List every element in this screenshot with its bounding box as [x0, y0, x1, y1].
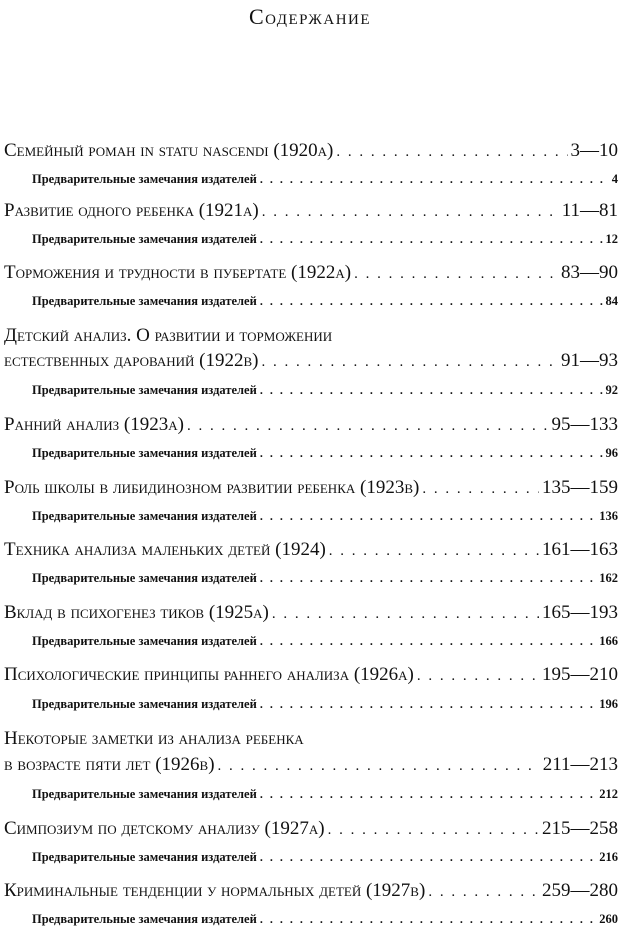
toc-entry[interactable]: [0, 262, 618, 284]
toc-entry-pages: 195—210: [542, 664, 618, 685]
toc-subentry[interactable]: [0, 172, 618, 187]
toc-subentry[interactable]: [0, 232, 618, 247]
toc-entry-title: в возрасте пяти лет (1926b): [4, 754, 215, 775]
leader-dots: [328, 822, 539, 839]
toc-subentry-title: Предварительные замечания издателей: [32, 446, 257, 460]
toc-subentry-title: Предварительные замечания издателей: [32, 172, 257, 186]
leader-dots: [336, 144, 567, 161]
toc-subentry-page: 196: [599, 697, 618, 711]
toc-subentry-title: Предварительные замечания издателей: [32, 571, 257, 585]
toc-entry[interactable]: [0, 414, 618, 436]
toc-subentry[interactable]: [0, 634, 618, 649]
leader-dots: [329, 543, 539, 560]
leader-dots: [187, 418, 549, 435]
leader-dots: [260, 634, 596, 649]
leader-dots: [428, 884, 539, 901]
leader-dots: [262, 204, 559, 221]
toc-subentry-title: Предварительные замечания издателей: [32, 509, 257, 523]
leader-dots: [261, 354, 558, 371]
toc-subentry-title: Предварительные замечания издателей: [32, 697, 257, 711]
toc-entry[interactable]: [0, 140, 618, 162]
toc-entry[interactable]: [0, 754, 618, 776]
toc-subentry[interactable]: [0, 912, 618, 927]
toc-entry-title: Психологические принципы раннего анализа (1926a): [4, 664, 414, 685]
toc-entry[interactable]: [0, 200, 618, 222]
leader-dots: [354, 266, 558, 283]
toc-entry[interactable]: [0, 880, 618, 902]
toc-entry[interactable]: [0, 539, 618, 561]
toc-subentry-page: 216: [599, 850, 618, 864]
toc-entry-pages: 11—81: [561, 200, 618, 221]
toc-subentry[interactable]: [0, 850, 618, 865]
leader-dots: [218, 758, 540, 775]
toc-subentry-page: 260: [599, 912, 618, 926]
toc-subentry-page: 96: [605, 446, 618, 460]
toc-subentry[interactable]: [0, 446, 618, 461]
toc-subentry-page: 166: [599, 634, 618, 648]
toc-entry-pages: 165—193: [542, 602, 618, 623]
toc-subentry-title: Предварительные замечания издателей: [32, 294, 257, 308]
toc-subentry-title: Предварительные замечания издателей: [32, 232, 257, 246]
toc-entry-pages: 135—159: [542, 477, 618, 498]
toc-entry-title-line[interactable]: [0, 325, 618, 347]
toc-subentry[interactable]: [0, 697, 618, 712]
leader-dots: [260, 446, 603, 461]
leader-dots: [260, 294, 603, 309]
toc-subentry-title: Предварительные замечания издателей: [32, 383, 257, 397]
toc-entry-pages: 3—10: [570, 140, 618, 161]
toc-entry-pages: 259—280: [542, 880, 618, 901]
toc-entry-title-first-line: Некоторые заметки из анализа ребенка: [4, 728, 304, 749]
toc-subentry-page: 162: [599, 571, 618, 585]
toc-subentry-title: Предварительные замечания издателей: [32, 850, 257, 864]
leader-dots: [260, 509, 596, 524]
toc-entry[interactable]: [0, 818, 618, 840]
toc-entry-pages: 91—93: [561, 350, 618, 371]
leader-dots: [260, 383, 603, 398]
toc-subentry-page: 84: [605, 294, 618, 308]
leader-dots: [260, 697, 596, 712]
toc-subentry-title: Предварительные замечания издателей: [32, 634, 257, 648]
toc-subentry-page: 92: [605, 383, 618, 397]
leader-dots: [260, 571, 596, 586]
toc-entry-title: Семейный роман in statu nascendi (1920a): [4, 140, 334, 161]
toc-entry[interactable]: [0, 602, 618, 624]
toc-subentry-page: 4: [611, 172, 618, 186]
toc-subentry[interactable]: [0, 509, 618, 524]
toc-entry-pages: 83—90: [561, 262, 618, 283]
toc-entry-title: Вклад в психогенез тиков (1925a): [4, 602, 269, 623]
toc-entry-title-line[interactable]: [0, 728, 618, 750]
toc-entry[interactable]: [0, 477, 618, 499]
toc-entry[interactable]: [0, 350, 618, 372]
toc-entry-title: Техника анализа маленьких детей (1924): [4, 539, 326, 560]
toc-entry-pages: 95—133: [551, 414, 618, 435]
toc-subentry-page: 12: [605, 232, 618, 246]
toc-entry-pages: 215—258: [542, 818, 618, 839]
toc-entry-pages: 161—163: [542, 539, 618, 560]
toc-entry-title-first-line: Детский анализ. О развитии и торможении: [4, 325, 333, 346]
toc-entry-pages: 211—213: [542, 754, 618, 775]
toc-entry-title: Развитие одного ребенка (1921a): [4, 200, 259, 221]
toc-entry-title: естественных дарований (1922b): [4, 350, 259, 371]
toc-subentry-page: 136: [599, 509, 618, 523]
leader-dots: [260, 232, 603, 247]
toc-subentry[interactable]: [0, 787, 618, 802]
leader-dots: [260, 912, 596, 927]
toc-subentry-title: Предварительные замечания издателей: [32, 787, 257, 801]
leader-dots: [260, 850, 596, 865]
toc-entry[interactable]: [0, 664, 618, 686]
leader-dots: [260, 787, 596, 802]
page-title: Содержание: [248, 4, 372, 29]
toc-entry-title: Роль школы в либидинозном развитии ребенка (1923b): [4, 477, 420, 498]
toc-subentry[interactable]: [0, 383, 618, 398]
toc-subentry[interactable]: [0, 294, 618, 309]
toc-subentry[interactable]: [0, 571, 618, 586]
leader-dots: [260, 172, 609, 187]
leader-dots: [272, 606, 539, 623]
leader-dots: [422, 481, 539, 498]
toc-subentry-page: 212: [599, 787, 618, 801]
toc-entry-title: Ранний анализ (1923a): [4, 414, 184, 435]
toc-entry-title: Торможения и трудности в пубертате (1922a): [4, 262, 352, 283]
toc-subentry-title: Предварительные замечания издателей: [32, 912, 257, 926]
toc-entry-title: Криминальные тенденции у нормальных детей (1927b): [4, 880, 426, 901]
leader-dots: [417, 668, 539, 685]
toc-entry-title: Симпозиум по детскому анализу (1927a): [4, 818, 325, 839]
